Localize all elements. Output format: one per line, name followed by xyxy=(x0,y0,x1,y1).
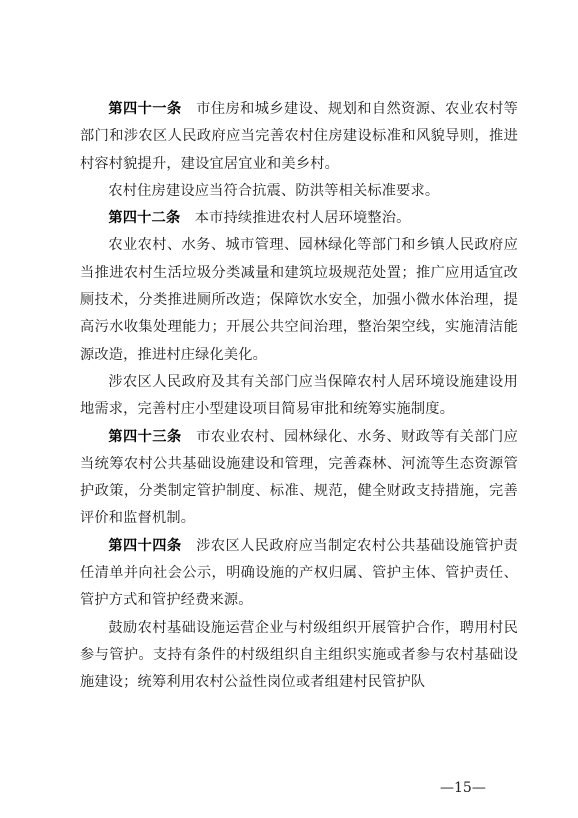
paragraph-art43 xyxy=(80,424,518,533)
paragraph-art42-2 xyxy=(80,232,518,368)
paragraph-text: 农业农村、水务、城市管理、园林绿化等部门和乡镇人民政府应当推进农村生活垃圾分类减量和建筑垃圾规范处置；推广应用适宜改厕技术，分类推进厕所改造；保障饮水安全，加强小微水体治理，提高污水收集处理能力；开展公共空间治理，整治架空线，实施清洁能源改造，推进村庄绿化美化。 xyxy=(80,237,518,363)
article-heading-42: 第四十二条 xyxy=(108,210,181,227)
document-page xyxy=(80,96,518,697)
paragraph-art41-2 xyxy=(80,178,518,205)
paragraph-text: 本市持续推进农村人居环境整治。 xyxy=(180,210,411,227)
paragraph-art44 xyxy=(80,533,518,615)
paragraph-text: 市农业农村、园林绿化、水务、财政等有关部门应当统筹农村公共基础设施建设和管理，完善森林、河流等生态资源管护政策，分类制定管护制度、标准、规范，健全财政支持措施，完善评价和监督机制。 xyxy=(80,428,518,527)
paragraph-art41 xyxy=(80,96,518,178)
page-number: —15— xyxy=(440,780,486,796)
paragraph-art42-3 xyxy=(80,369,518,424)
paragraph-art44-2 xyxy=(80,615,518,697)
paragraph-art42 xyxy=(80,205,518,232)
paragraph-text: 农村住房建设应当符合抗震、防洪等相关标准要求。 xyxy=(108,182,440,199)
article-heading-44: 第四十四条 xyxy=(108,537,182,554)
paragraph-text: 市住房和城乡建设、规划和自然资源、农业农村等部门和涉农区人民政府应当完善农村住房建设标准和风貌导则，推进村容村貌提升，建设宜居宜业和美乡村。 xyxy=(80,101,518,172)
paragraph-text: 涉农区人民政府应当制定农村公共基础设施管护责任清单并向社会公示，明确设施的产权归属、管护主体、管护责任、管护方式和管护经费来源。 xyxy=(80,537,518,609)
paragraph-text: 涉农区人民政府及其有关部门应当保障农村人居环境设施建设用地需求，完善村庄小型建设项目简易审批和统筹实施制度。 xyxy=(80,373,518,418)
article-heading-43: 第四十三条 xyxy=(108,428,182,445)
paragraph-text: 鼓励农村基础设施运营企业与村级组织开展管护合作，聘用村民参与管护。支持有条件的村级组织自主组织实施或者参与农村基础设施建设；统筹利用农村公益性岗位或者组建村民管护队 xyxy=(80,619,518,691)
article-heading-41: 第四十一条 xyxy=(108,101,182,117)
